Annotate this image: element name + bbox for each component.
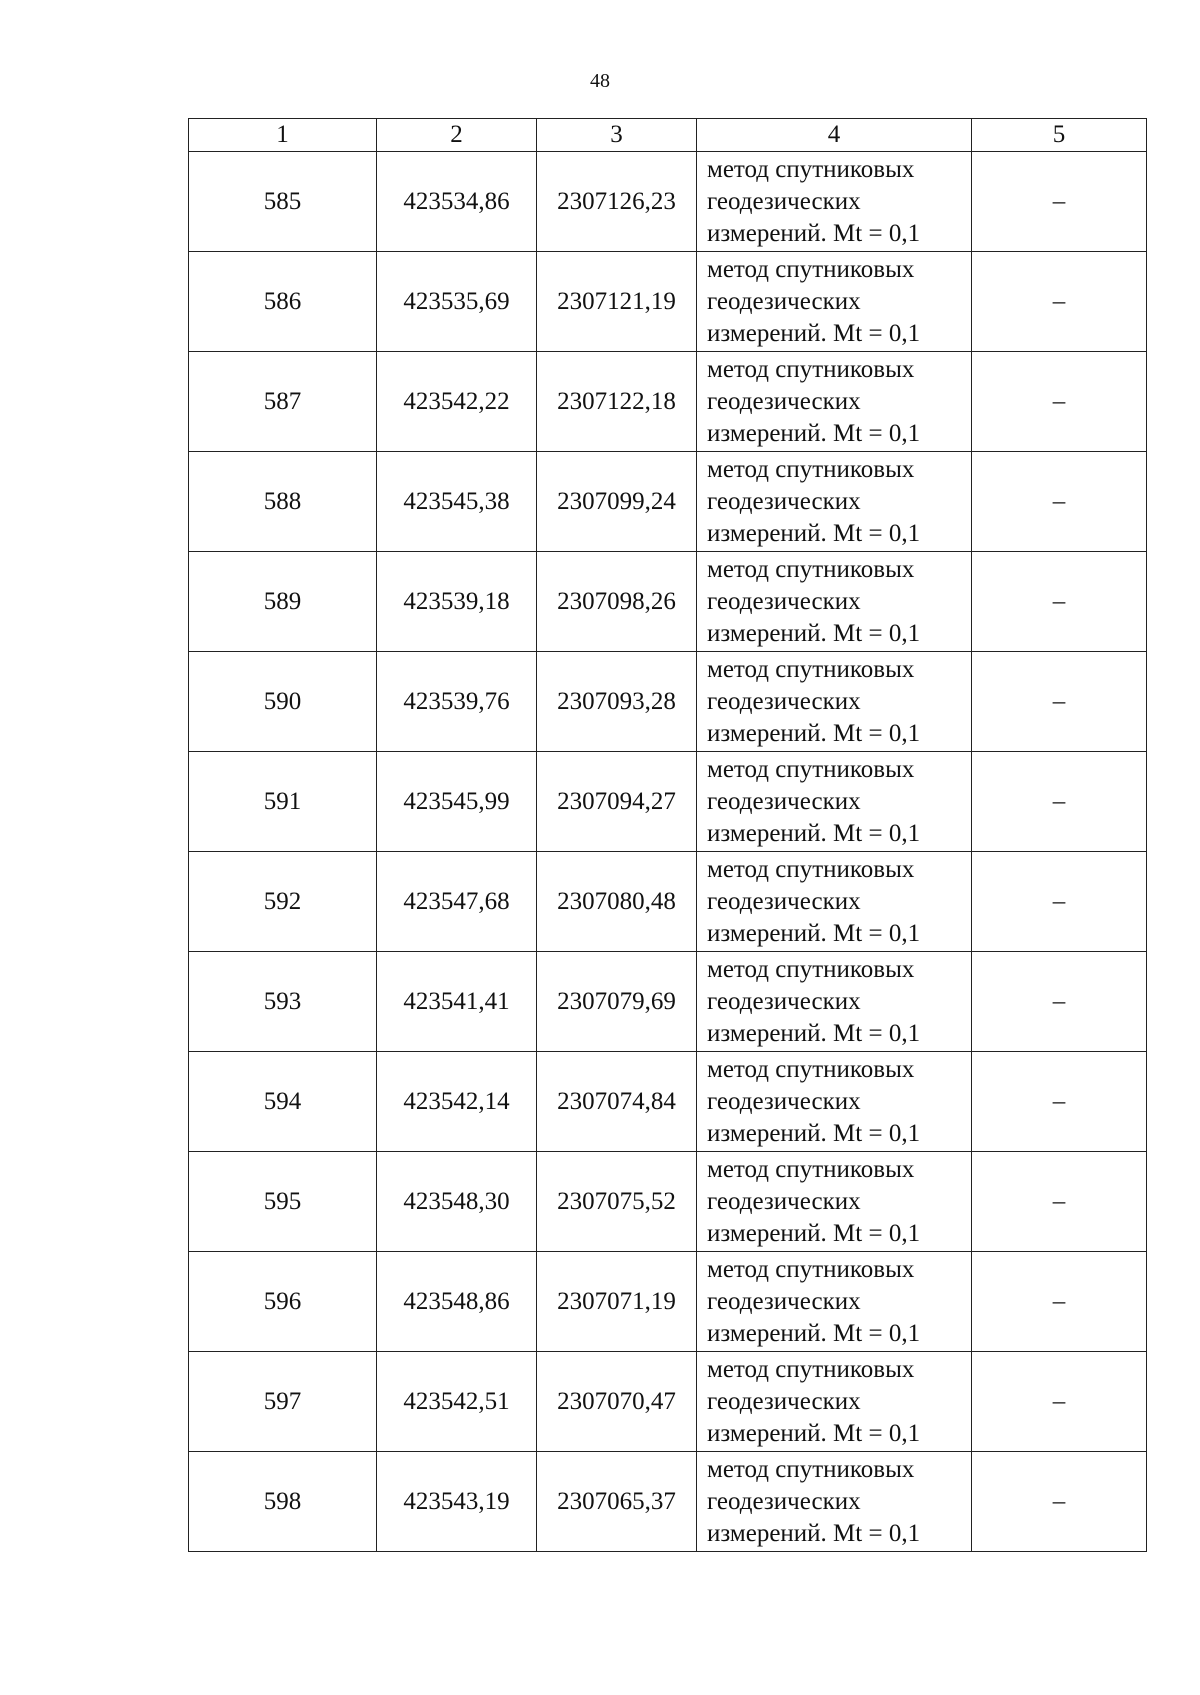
- method-cell: [697, 1352, 972, 1452]
- method-line: геодезических: [707, 1187, 861, 1215]
- method-line: измерений. Mt = 0,1: [707, 1319, 921, 1347]
- method-line: измерений. Mt = 0,1: [707, 1019, 921, 1047]
- method-line: геодезических: [707, 887, 861, 915]
- x-coordinate-cell: 423542,51: [377, 1352, 537, 1452]
- y-coordinate-cell: 2307075,52: [537, 1152, 697, 1252]
- note-cell: –: [972, 1252, 1147, 1352]
- method-line: геодезических: [707, 1487, 861, 1515]
- method-line: метод спутниковых: [707, 1155, 915, 1183]
- note-cell: –: [972, 852, 1147, 952]
- table-row: [189, 1352, 1147, 1452]
- method-line: метод спутниковых: [707, 255, 915, 283]
- point-number-cell: 588: [189, 452, 377, 552]
- y-coordinate-cell: 2307065,37: [537, 1452, 697, 1552]
- method-line: метод спутниковых: [707, 1355, 915, 1383]
- method-line: измерений. Mt = 0,1: [707, 1419, 921, 1447]
- method-cell: [697, 1452, 972, 1552]
- method-line: измерений. Mt = 0,1: [707, 1519, 921, 1547]
- point-number-cell: 592: [189, 852, 377, 952]
- note-cell: –: [972, 1052, 1147, 1152]
- method-line: метод спутниковых: [707, 455, 915, 483]
- method-cell: [697, 952, 972, 1052]
- y-coordinate-cell: 2307080,48: [537, 852, 697, 952]
- y-coordinate-cell: 2307094,27: [537, 752, 697, 852]
- y-coordinate-cell: 2307074,84: [537, 1052, 697, 1152]
- method-line: геодезических: [707, 1087, 861, 1115]
- header-row: [189, 119, 1147, 152]
- y-coordinate-cell: 2307121,19: [537, 252, 697, 352]
- method-line: измерений. Mt = 0,1: [707, 319, 921, 347]
- note-cell: –: [972, 352, 1147, 452]
- note-cell: –: [972, 752, 1147, 852]
- y-coordinate-cell: 2307093,28: [537, 652, 697, 752]
- method-cell: [697, 1252, 972, 1352]
- x-coordinate-cell: 423542,22: [377, 352, 537, 452]
- method-line: геодезических: [707, 187, 861, 215]
- method-line: геодезических: [707, 587, 861, 615]
- note-cell: –: [972, 952, 1147, 1052]
- table-header: [189, 119, 1147, 152]
- method-line: метод спутниковых: [707, 1455, 915, 1483]
- method-cell: [697, 252, 972, 352]
- x-coordinate-cell: 423534,86: [377, 152, 537, 252]
- table-row: [189, 952, 1147, 1052]
- point-number-cell: 589: [189, 552, 377, 652]
- coordinates-table: [188, 118, 1147, 1552]
- method-line: метод спутниковых: [707, 655, 915, 683]
- method-line: измерений. Mt = 0,1: [707, 419, 921, 447]
- page-number: 48: [590, 70, 610, 92]
- method-line: метод спутниковых: [707, 555, 915, 583]
- x-coordinate-cell: 423545,99: [377, 752, 537, 852]
- method-line: измерений. Mt = 0,1: [707, 819, 921, 847]
- point-number-cell: 585: [189, 152, 377, 252]
- method-line: метод спутниковых: [707, 955, 915, 983]
- method-line: метод спутниковых: [707, 155, 915, 183]
- y-coordinate-cell: 2307071,19: [537, 1252, 697, 1352]
- note-cell: –: [972, 652, 1147, 752]
- method-cell: [697, 652, 972, 752]
- point-number-cell: 590: [189, 652, 377, 752]
- table-row: [189, 152, 1147, 252]
- header-col-2: 2: [377, 119, 537, 152]
- y-coordinate-cell: 2307122,18: [537, 352, 697, 452]
- method-line: метод спутниковых: [707, 755, 915, 783]
- x-coordinate-cell: 423548,30: [377, 1152, 537, 1252]
- method-cell: [697, 1152, 972, 1252]
- x-coordinate-cell: 423547,68: [377, 852, 537, 952]
- point-number-cell: 595: [189, 1152, 377, 1252]
- y-coordinate-cell: 2307099,24: [537, 452, 697, 552]
- table-row: [189, 1052, 1147, 1152]
- table-row: [189, 452, 1147, 552]
- method-line: геодезических: [707, 787, 861, 815]
- method-line: метод спутниковых: [707, 1055, 915, 1083]
- method-line: измерений. Mt = 0,1: [707, 619, 921, 647]
- method-line: геодезических: [707, 987, 861, 1015]
- method-line: метод спутниковых: [707, 355, 915, 383]
- method-cell: [697, 752, 972, 852]
- method-cell: [697, 852, 972, 952]
- method-cell: [697, 1052, 972, 1152]
- point-number-cell: 586: [189, 252, 377, 352]
- point-number-cell: 591: [189, 752, 377, 852]
- method-line: геодезических: [707, 687, 861, 715]
- y-coordinate-cell: 2307070,47: [537, 1352, 697, 1452]
- x-coordinate-cell: 423548,86: [377, 1252, 537, 1352]
- method-line: метод спутниковых: [707, 855, 915, 883]
- method-line: геодезических: [707, 287, 861, 315]
- table-row: [189, 652, 1147, 752]
- header-col-4: 4: [697, 119, 972, 152]
- point-number-cell: 598: [189, 1452, 377, 1552]
- point-number-cell: 597: [189, 1352, 377, 1452]
- y-coordinate-cell: 2307079,69: [537, 952, 697, 1052]
- x-coordinate-cell: 423545,38: [377, 452, 537, 552]
- x-coordinate-cell: 423541,41: [377, 952, 537, 1052]
- x-coordinate-cell: 423535,69: [377, 252, 537, 352]
- note-cell: –: [972, 452, 1147, 552]
- method-line: геодезических: [707, 387, 861, 415]
- note-cell: –: [972, 552, 1147, 652]
- header-col-1: 1: [189, 119, 377, 152]
- table-row: [189, 352, 1147, 452]
- note-cell: –: [972, 1452, 1147, 1552]
- note-cell: –: [972, 1152, 1147, 1252]
- point-number-cell: 587: [189, 352, 377, 452]
- note-cell: –: [972, 252, 1147, 352]
- method-line: измерений. Mt = 0,1: [707, 219, 921, 247]
- method-line: измерений. Mt = 0,1: [707, 1219, 921, 1247]
- method-cell: [697, 552, 972, 652]
- method-cell: [697, 152, 972, 252]
- table-row: [189, 1252, 1147, 1352]
- note-cell: –: [972, 1352, 1147, 1452]
- y-coordinate-cell: 2307126,23: [537, 152, 697, 252]
- x-coordinate-cell: 423539,18: [377, 552, 537, 652]
- table-row: [189, 752, 1147, 852]
- table-row: [189, 852, 1147, 952]
- method-line: измерений. Mt = 0,1: [707, 719, 921, 747]
- x-coordinate-cell: 423539,76: [377, 652, 537, 752]
- method-cell: [697, 452, 972, 552]
- x-coordinate-cell: 423542,14: [377, 1052, 537, 1152]
- header-col-5: 5: [972, 119, 1147, 152]
- method-line: метод спутниковых: [707, 1255, 915, 1283]
- table-body: [189, 152, 1147, 1552]
- table-row: [189, 552, 1147, 652]
- method-line: геодезических: [707, 1287, 861, 1315]
- point-number-cell: 594: [189, 1052, 377, 1152]
- y-coordinate-cell: 2307098,26: [537, 552, 697, 652]
- table-row: [189, 252, 1147, 352]
- table-row: [189, 1152, 1147, 1252]
- point-number-cell: 596: [189, 1252, 377, 1352]
- method-line: измерений. Mt = 0,1: [707, 919, 921, 947]
- method-cell: [697, 352, 972, 452]
- header-col-3: 3: [537, 119, 697, 152]
- point-number-cell: 593: [189, 952, 377, 1052]
- x-coordinate-cell: 423543,19: [377, 1452, 537, 1552]
- method-line: измерений. Mt = 0,1: [707, 519, 921, 547]
- method-line: геодезических: [707, 487, 861, 515]
- method-line: геодезических: [707, 1387, 861, 1415]
- table-row: [189, 1452, 1147, 1552]
- note-cell: –: [972, 152, 1147, 252]
- method-line: измерений. Mt = 0,1: [707, 1119, 921, 1147]
